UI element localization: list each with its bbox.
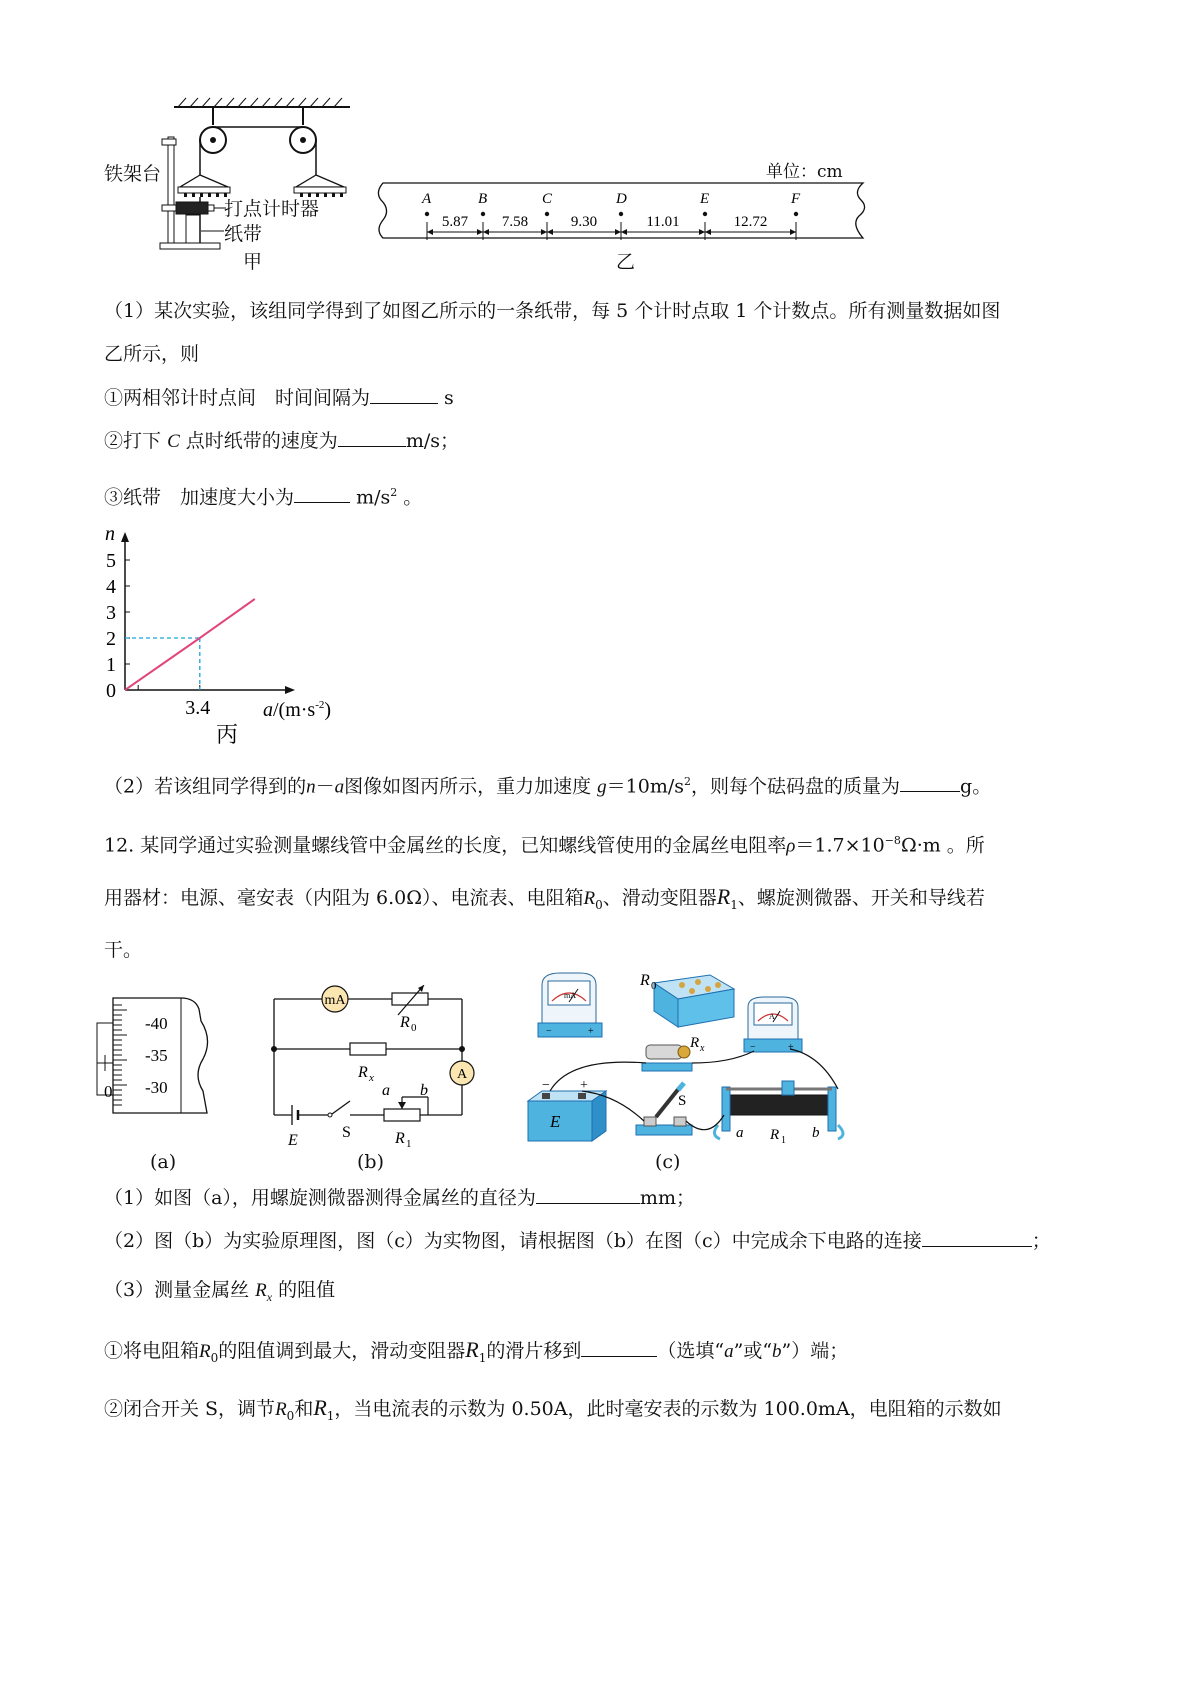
c-milliammeter — [538, 973, 602, 1037]
tape-dot — [481, 212, 485, 216]
c-mA-label: mA — [564, 991, 576, 1000]
c-ammeter — [744, 997, 802, 1053]
y-tick-label: 5 — [106, 550, 116, 572]
answer-blank-circuit[interactable] — [922, 1228, 1032, 1247]
p2-q2 — [104, 1228, 1051, 1253]
tape-point-label: A — [422, 191, 432, 207]
p2-q2-text: （2）图（b）为实验原理图，图（c）为实物图，请根据图（b）在图（c）中完成余下电路的连接 — [104, 1230, 922, 1252]
p2-q5-R0-sub: 0 — [286, 1408, 295, 1423]
q1-sub2 — [104, 428, 459, 454]
q12-R0-sub: 0 — [595, 897, 603, 912]
p2-q4 — [104, 1338, 848, 1370]
micrometer-tick-label: -35 — [145, 1046, 168, 1065]
figure-a-micrometer — [95, 995, 240, 1125]
q2-var-g: g — [597, 776, 607, 798]
tape-dot — [703, 212, 707, 216]
c-E-plus: + — [580, 1078, 588, 1093]
p2-q5-R1: R — [313, 1395, 327, 1420]
q1-intro-line2: 乙所示，则 — [104, 343, 200, 365]
label-b-b: b — [420, 1082, 428, 1099]
q12-line2 — [104, 885, 985, 917]
answer-blank-mass[interactable] — [900, 773, 960, 792]
q1-intro-line1: （1）某次实验，该组同学得到了如图乙所示的一条纸带，每 5 个计时点取 1 个计数点。所有测量数据如图 — [104, 300, 1001, 322]
q1-sub1-unit: s — [444, 387, 454, 409]
q2-sup: 2 — [684, 775, 692, 788]
p2-q3-sub: x — [266, 1289, 273, 1304]
q12-R1: R — [716, 884, 731, 909]
c-b: b — [812, 1125, 820, 1141]
q1-sub3-sup: 2 — [390, 486, 398, 499]
q2-var-n: n — [306, 776, 316, 798]
q12-line2-a: 用器材：电源、毫安表（内阻为 6.0Ω）、电流表、电阻箱 — [104, 887, 584, 909]
c-rheostat — [714, 1081, 843, 1146]
caption-jia: 甲 — [243, 251, 263, 273]
p2-q3-R: R — [255, 1280, 267, 1301]
label-tape: 纸带 — [224, 223, 263, 245]
p2-q4-opt-a: a — [724, 1341, 734, 1362]
x-axis-arrow — [285, 686, 295, 694]
tape-dot — [425, 212, 429, 216]
p2-q5-R0: R — [275, 1399, 287, 1420]
c-R1: R — [770, 1127, 780, 1143]
q1-sub1-text: ①两相邻计时点间 时间间隔为 — [104, 387, 371, 409]
figure-b-circuit — [262, 985, 477, 1155]
q12-line1-a: 12. 某同学通过实验测量螺线管中金属丝的长度，已知螺线管使用的金属丝电阻率 — [104, 834, 787, 857]
micrometer-tick-label: -40 — [145, 1014, 168, 1033]
y-tick-label: 0 — [106, 680, 116, 702]
p2-q4-text-b: 的阻值调到最大，滑动变阻器 — [218, 1340, 466, 1362]
p2-q4-text-a: ①将电阻箱 — [104, 1340, 200, 1362]
p2-q1-unit: mm； — [639, 1187, 695, 1209]
q1-sub3-end: 。 — [403, 486, 423, 509]
p2-q4-R0: R — [199, 1341, 211, 1362]
p2-q4-R1: R — [465, 1337, 479, 1362]
label-b-mA: mA — [324, 993, 346, 1008]
p2-q4-text-e: ”或“ — [733, 1340, 773, 1362]
p2-q3-text-a: （3）测量金属丝 — [104, 1279, 250, 1301]
c-Rx-sub: x — [700, 1043, 705, 1054]
q12-line1 — [104, 829, 985, 858]
y-tick-label: 3 — [106, 602, 116, 624]
c-R1-sub: 1 — [781, 1135, 786, 1146]
answer-blank-acceleration[interactable] — [294, 484, 350, 503]
c-battery — [528, 1078, 606, 1141]
c-A-minus: − — [750, 1042, 756, 1053]
label-b-a: a — [382, 1082, 390, 1099]
c-R0: R — [640, 972, 650, 989]
q1-sub3-unit: m/s — [356, 486, 391, 509]
c-R0-sub: 0 — [651, 980, 657, 992]
label-b-R0-sub: 0 — [411, 1022, 417, 1034]
q12-R0: R — [583, 888, 596, 909]
tape-distance: 12.72 — [733, 214, 768, 230]
caption-c: (c) — [655, 1151, 681, 1173]
figure-yi-tape — [375, 180, 875, 250]
figure-bing-graph — [95, 520, 355, 750]
c-rx-wire — [642, 1035, 705, 1071]
tape-distance: 7.58 — [501, 214, 529, 230]
figure-c-apparatus — [520, 965, 865, 1150]
label-b-Rx-sub: x — [369, 1072, 374, 1084]
tape-point-label: F — [791, 191, 801, 207]
y-tick-label: 4 — [106, 576, 116, 598]
q12-line1-c: Ω·m 。所 — [900, 834, 985, 857]
p2-q3 — [104, 1278, 335, 1309]
tape-unit: 单位：cm — [766, 162, 843, 182]
c-switch — [636, 1083, 692, 1135]
label-b-Rx: R — [358, 1064, 368, 1081]
p2-q1-text: （1）如图（a），用螺旋测微器测得金属丝的直径为 — [104, 1187, 536, 1209]
answer-blank-slider-end[interactable] — [581, 1338, 657, 1357]
q2-text-a: （2）若该组同学得到的 — [104, 775, 307, 798]
c-resistance-box — [639, 972, 734, 1027]
caption-bing: 丙 — [215, 722, 239, 747]
label-timer: 打点计时器 — [224, 198, 320, 220]
tape-distance: 5.87 — [441, 214, 469, 230]
p2-q2-end: ； — [1031, 1230, 1051, 1252]
c-Rx: R — [690, 1035, 700, 1051]
q12-line2-b: 、滑动变阻器 — [602, 887, 717, 909]
label-b-R0: R — [400, 1014, 410, 1031]
p2-q5-text-a: ②闭合开关 S，调节 — [104, 1398, 276, 1420]
x-tick-label: 3.4 — [185, 697, 211, 719]
tape-point-label: E — [700, 191, 710, 207]
caption-a: (a) — [150, 1151, 177, 1173]
label-b-R1-sub: 1 — [406, 1138, 412, 1150]
q2-var-a: a — [334, 776, 345, 798]
answer-blank-interval[interactable] — [370, 385, 438, 404]
q12-line1-sup: −8 — [884, 834, 901, 847]
c-A-label: A — [769, 1012, 775, 1021]
q12-rho: ρ — [786, 835, 796, 857]
p2-q5-text-c: ，当电流表的示数为 0.50A，此时毫安表的示数为 100.0mA，电阻箱的示数如 — [334, 1398, 1002, 1420]
q1-sub2-text-a: ②打下 — [104, 430, 162, 452]
q1-sub2-unit: m/s； — [405, 430, 459, 452]
q12-line3: 干。 — [104, 939, 143, 961]
q2-line — [104, 770, 991, 799]
label-b-S: S — [342, 1124, 351, 1141]
tape-dot — [794, 212, 798, 216]
c-E: E — [550, 1112, 561, 1131]
y-axis-label: n — [105, 523, 115, 545]
q2-end: g。 — [960, 775, 992, 798]
tape-dot — [619, 212, 623, 216]
q2-text-b: 图像如图丙所示，重力加速度 — [344, 775, 592, 798]
q1-sub3-text: ③纸带 加速度大小为 — [104, 486, 295, 509]
c-S: S — [678, 1093, 687, 1109]
q2-eq: ＝10m/s — [606, 775, 685, 798]
micrometer-zero: 0 — [104, 1082, 113, 1101]
q1-sub3 — [104, 481, 422, 509]
tape-distance: 11.01 — [646, 214, 680, 230]
q2-dash: － — [315, 775, 335, 798]
p2-q3-text-b: 的阻值 — [278, 1279, 336, 1301]
p2-q5 — [104, 1396, 1002, 1428]
p2-q4-R0-sub: 0 — [210, 1350, 219, 1365]
label-b-R1: R — [395, 1130, 405, 1147]
p2-q4-text-f: ”）端； — [781, 1340, 849, 1362]
p2-q1 — [104, 1185, 695, 1210]
c-E-minus: − — [542, 1078, 550, 1093]
tape-point-label: B — [478, 191, 488, 207]
series-line — [125, 599, 255, 690]
c-mA-minus: − — [546, 1026, 552, 1037]
tape-distance: 9.30 — [570, 214, 598, 230]
label-b-A: A — [456, 1067, 468, 1082]
tape-point-label: C — [542, 191, 553, 207]
label-iron-stand: 铁架台 — [104, 163, 162, 185]
label-b-E: E — [288, 1132, 298, 1149]
y-axis-arrow — [121, 532, 129, 542]
q1-sub2-text-b: 点时纸带的速度为 — [185, 430, 338, 452]
q1-sub2-point-c: C — [167, 431, 180, 452]
x-axis-label: $a/(m\cdot s^{-2})$ — [263, 699, 332, 721]
q12-line1-b: ＝1.7×10 — [795, 834, 885, 857]
q12-R1-sub: 1 — [730, 897, 738, 912]
y-tick-label: 1 — [106, 654, 116, 676]
p2-q4-text-c: 的滑片移到 — [486, 1340, 582, 1362]
answer-blank-diameter[interactable] — [536, 1185, 640, 1204]
tape-point-label: D — [616, 191, 627, 207]
micrometer-tick-label: -30 — [145, 1078, 168, 1097]
c-A-plus: + — [788, 1042, 794, 1053]
p2-q4-text-d: （选填“ — [657, 1340, 725, 1362]
q1-sub1 — [104, 385, 454, 410]
caption-yi: 乙 — [616, 251, 636, 273]
p2-q5-text-b: 和 — [294, 1398, 314, 1420]
y-tick-label: 2 — [106, 628, 116, 650]
p2-q5-R1-sub: 1 — [326, 1408, 335, 1423]
p2-q4-R1-sub: 1 — [478, 1350, 487, 1365]
q2-text-c: ，则每个砝码盘的质量为 — [691, 775, 901, 798]
q12-line2-c: 、螺旋测微器、开关和导线若 — [737, 887, 985, 909]
c-a: a — [736, 1125, 744, 1141]
c-mA-plus: + — [588, 1026, 594, 1037]
answer-blank-velocity[interactable] — [338, 428, 406, 447]
tape-dot — [545, 212, 549, 216]
p2-q4-opt-b: b — [772, 1341, 782, 1362]
caption-b: (b) — [357, 1151, 384, 1173]
